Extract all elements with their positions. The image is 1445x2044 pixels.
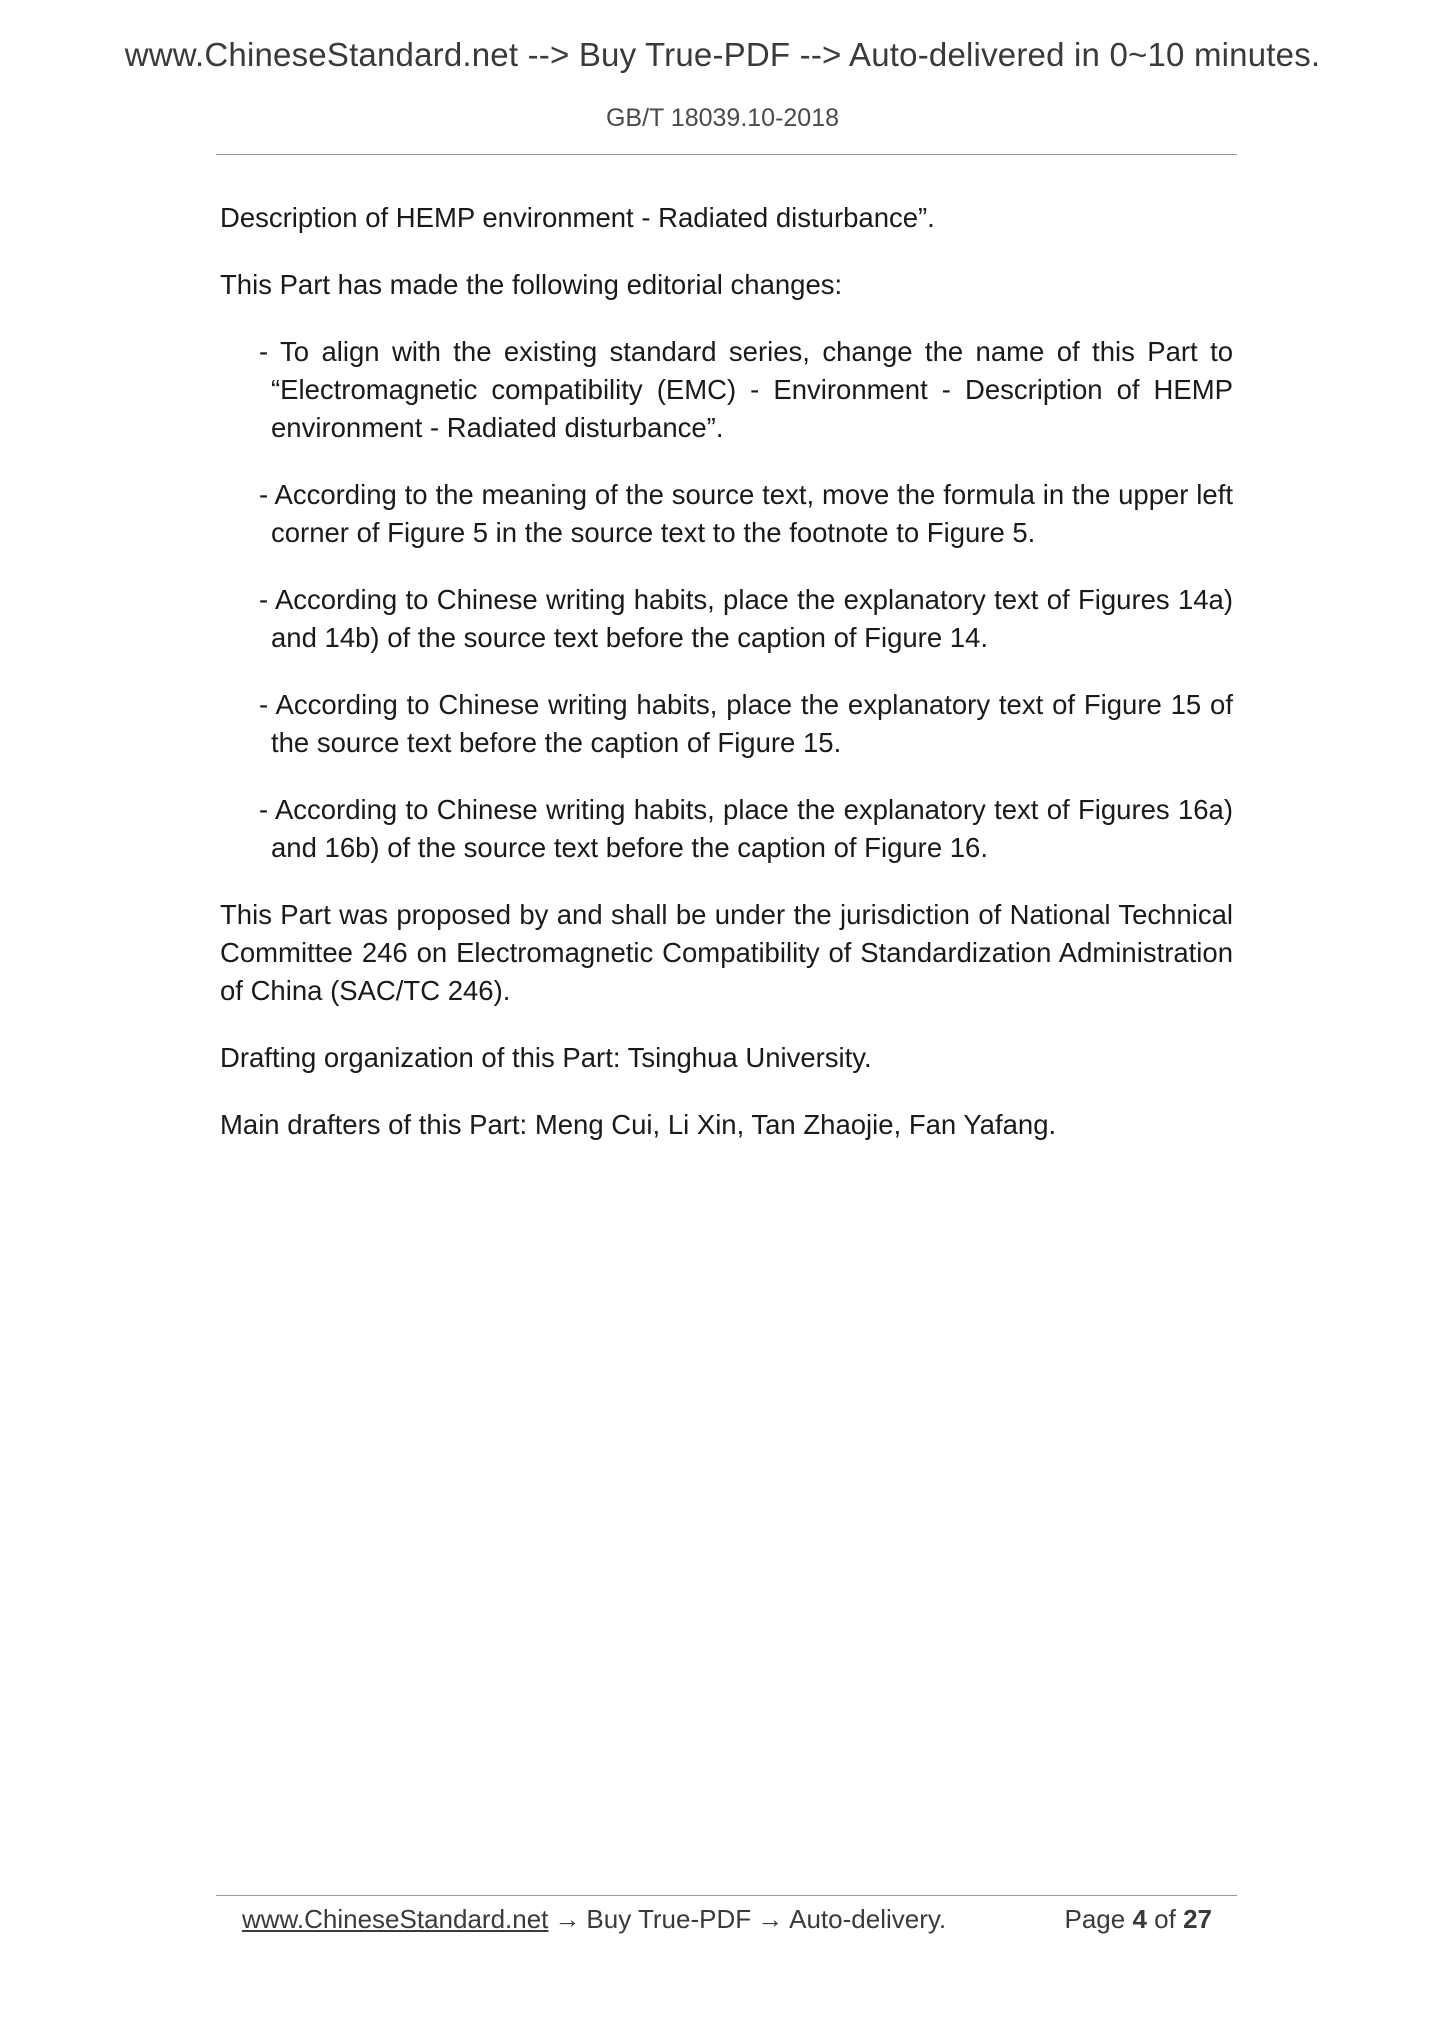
- change-item: - According to Chinese writing habits, place the explanatory text of Figure 15 of the source text before the caption of Figure 15.: [259, 689, 1233, 758]
- document-code: GB/T 18039.10-2018: [605, 104, 840, 132]
- buy-text: Buy True-PDF: [586, 1904, 752, 1934]
- total-pages: 27: [1183, 1904, 1212, 1934]
- continuation-text: Description of HEMP environment - Radiated disturbance”.: [220, 202, 935, 233]
- footer-promo: [242, 1904, 946, 1935]
- header-divider: [216, 154, 1237, 155]
- footer-divider: [216, 1895, 1237, 1896]
- document-body: [220, 199, 1233, 1173]
- main-drafters: Main drafters of this Part: Meng Cui, Li Xin, Tan Zhaojie, Fan Yafang.: [220, 1109, 1057, 1140]
- page-indicator: [1064, 1904, 1212, 1935]
- website-link[interactable]: www.ChineseStandard.net: [242, 1904, 549, 1934]
- drafting-organization: Drafting organization of this Part: Tsinghua University.: [220, 1042, 872, 1073]
- page-footer: [242, 1904, 1212, 1935]
- top-banner: www.ChineseStandard.net --> Buy True-PDF --> Auto-delivered in 0~10 minutes.: [124, 36, 1321, 73]
- change-item: - To align with the existing standard series, change the name of this Part to “Electromagnetic compatibility (EMC) - Environment - Description of HEMP environment - Radiated disturbance”.: [259, 336, 1233, 443]
- page-number: 4: [1132, 1904, 1147, 1934]
- editorial-intro: This Part has made the following editorial changes:: [220, 269, 843, 300]
- change-item: - According to Chinese writing habits, place the explanatory text of Figures 14a) and 14b) of the source text before the caption of Figure 14.: [259, 584, 1233, 653]
- arrow-right-icon: →: [554, 1904, 581, 1934]
- arrow-right-icon: →: [757, 1904, 784, 1934]
- delivery-text: Auto-delivery.: [789, 1904, 947, 1934]
- proposal-text: This Part was proposed by and shall be under the jurisdiction of National Technical Committee 246 on Electromagnetic Compatibility of Standardization Administration of China (SAC/TC 246).: [220, 899, 1233, 1006]
- change-item: - According to Chinese writing habits, place the explanatory text of Figures 16a) and 16b) of the source text before the caption of Figure 16.: [259, 794, 1233, 863]
- change-item: - According to the meaning of the source text, move the formula in the upper left corner of Figure 5 in the source text to the footnote to Figure 5.: [259, 479, 1233, 548]
- page-label: Page: [1064, 1904, 1126, 1934]
- of-label: of: [1154, 1904, 1176, 1934]
